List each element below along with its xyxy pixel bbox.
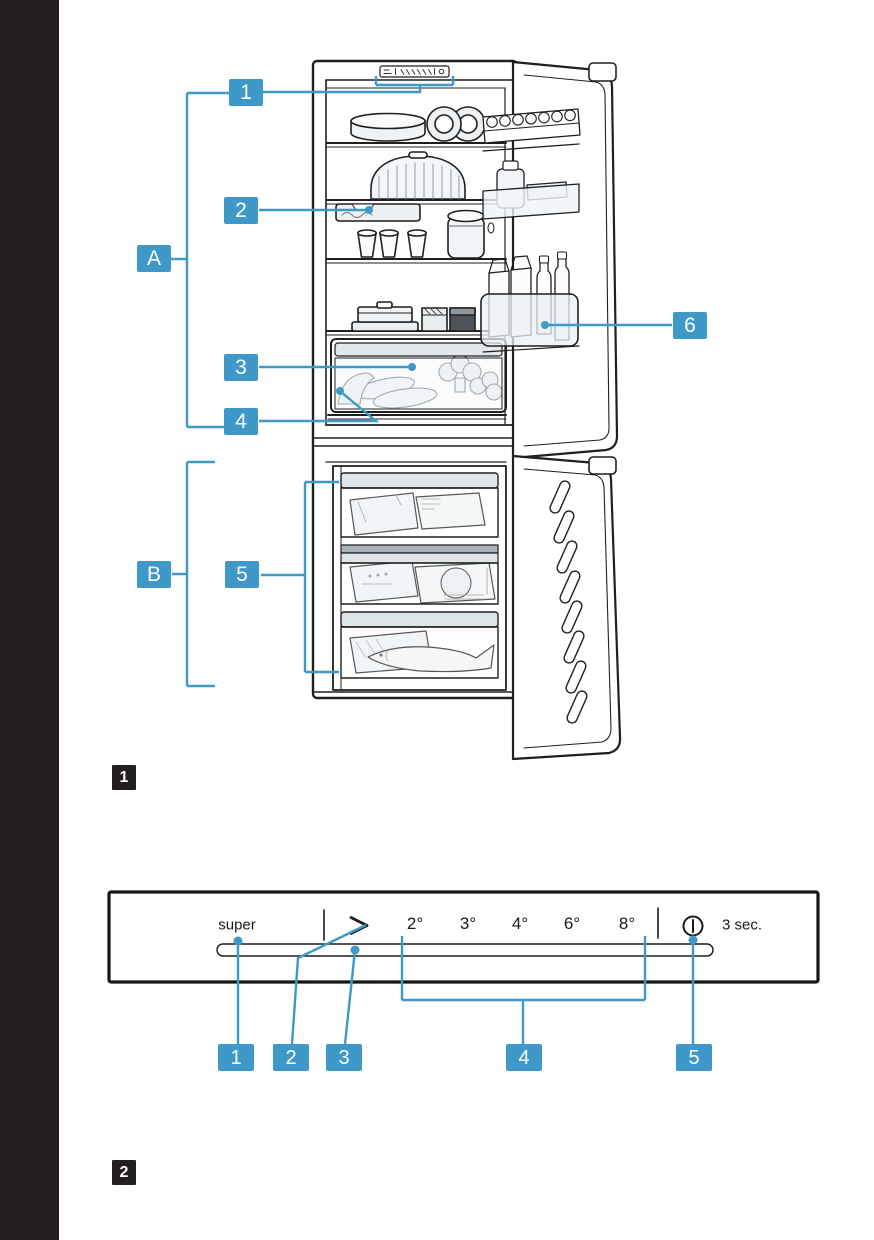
callout-box-4: 4 xyxy=(224,408,258,435)
figure1-marker: 1 xyxy=(112,765,136,790)
super-label: super xyxy=(218,916,256,934)
control-panel-art xyxy=(109,892,818,982)
callout-box-5: 5 xyxy=(225,561,259,588)
figure2-marker: 2 xyxy=(112,1160,136,1185)
temp-label-6: 6° xyxy=(563,914,581,933)
power-hold-label: 3 sec. xyxy=(721,916,763,934)
callout-box-1: 1 xyxy=(229,79,263,106)
callout-box-A: A xyxy=(137,245,171,272)
crisper-drawer xyxy=(331,339,506,412)
freezer-drawers xyxy=(333,466,506,690)
panel-callout-box-1: 1 xyxy=(218,1044,254,1071)
panel-callout-box-3: 3 xyxy=(326,1044,362,1071)
sensor-slot xyxy=(217,944,713,956)
callout-box-2: 2 xyxy=(224,197,258,224)
temp-label-2: 2° xyxy=(406,914,424,933)
appliance-art xyxy=(313,61,620,759)
callout-box-B: B xyxy=(137,561,171,588)
freezer-door xyxy=(513,456,620,759)
temp-label-3: 3° xyxy=(459,914,477,933)
temp-label-8: 8° xyxy=(618,914,636,933)
chiller-tray xyxy=(336,204,420,221)
temp-label-4: 4° xyxy=(511,914,529,933)
control-panel-strip xyxy=(380,66,449,77)
callout-box-6: 6 xyxy=(673,312,707,339)
panel-callout-box-2: 2 xyxy=(273,1044,309,1071)
panel-callout-box-5: 5 xyxy=(676,1044,712,1071)
panel-callout-box-4: 4 xyxy=(506,1044,542,1071)
callout-box-3: 3 xyxy=(224,354,258,381)
